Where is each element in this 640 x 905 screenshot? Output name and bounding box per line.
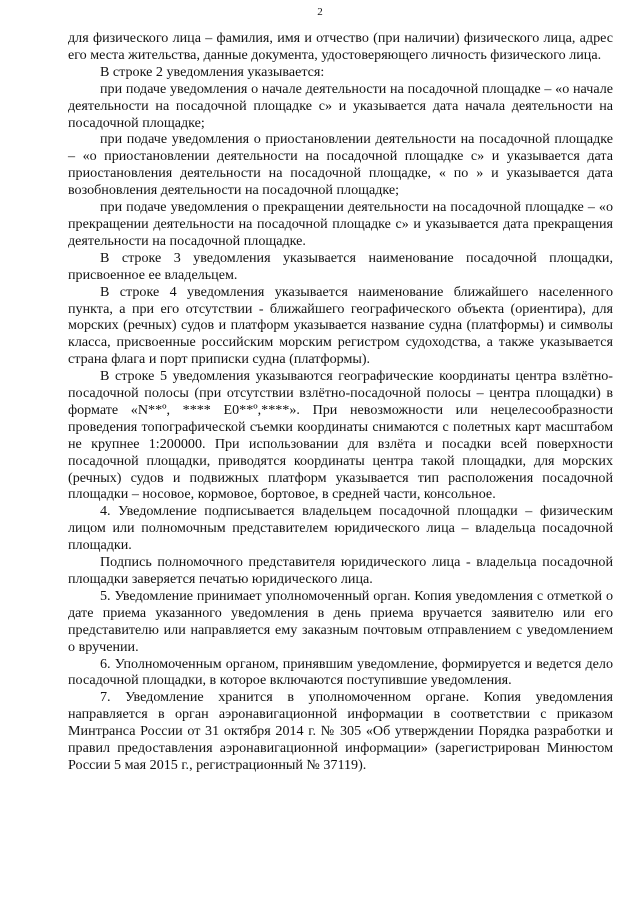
page-number: 2 <box>317 6 323 18</box>
paragraph-terminate-activity: при подаче уведомления о прекращении деятельности на посадочной площадке – «о прекращении деятельности на посадочной площадке с» и указывается дата прекращения деятельности на посадочной площадке. <box>68 199 613 249</box>
paragraph-item-5-acceptance: 5. Уведомление принимает уполномоченный орган. Копия уведомления с отметкой о дате приема указанного уведомления в день приема вручается заявителю или его представителю или направляется ему заказным почтовым отправлением с уведомлением о вручении. <box>68 587 613 655</box>
paragraph-start-activity: при подаче уведомления о начале деятельности на посадочной площадке – «о начале деятельности на посадочной площадке с» и указывается дата начала деятельности на посадочной площадке; <box>68 80 613 131</box>
paragraph-item-6-case-file: 6. Уполномоченным органом, принявшим уведомление, формируется и ведется дело посадочной площадки, в которое включаются поступившие уведомления. <box>68 655 613 689</box>
document-body <box>68 30 613 774</box>
paragraph-item-7-storage: 7. Уведомление хранится в уполномоченном органе. Копия уведомления направляется в орган аэронавигационной информации в соответствии с приказом Минтранса России от 31 октября 2014 г. № 305 «Об утверждении Порядка разработки и правил предоставления аэронавигационной информации» (зарегистрирован Минюстом России 5 мая 2015 г., регистрационный № 37119). <box>68 689 613 773</box>
paragraph-line3: В строке 3 уведомления указывается наименование посадочной площадки, присвоенное ее владельцем. <box>68 249 613 283</box>
paragraph-line5-coordinates: В строке 5 уведомления указываются географические координаты центра взлётно-посадочной полосы (при отсутствии взлётно-посадочной полосы – центра площадки) в формате «N**º, **** E0**º,****». При невозможности или нецелесообразности проведения топографической съемки координаты снимаются с полетных карт масштабом не крупнее 1:200000. При использовании для взлёта и посадки всей поверхности посадочной площадки, приводятся координаты центра такой площадки, для морских (речных) судов и подвижных платформ указывается тип расположения посадочной площадки – носовое, кормовое, бортовое, в средней части, консольное. <box>68 368 613 503</box>
paragraph-item-4-signature: 4. Уведомление подписывается владельцем посадочной площадки – физическим лицом или полномочным представителем юридического лица – владельца посадочной площадки. <box>68 503 613 554</box>
paragraph-seal: Подпись полномочного представителя юридического лица - владельца посадочной площадки заверяется печатью юридического лица. <box>68 554 613 587</box>
paragraph-suspend-activity: при подаче уведомления о приостановлении деятельности на посадочной площадке – «о приостановлении деятельности на посадочной площадке с» и указывается дата приостановления деятельности на посадочной площадке, « по » и указывается дата возобновления деятельности на посадочной площадке; <box>68 131 613 199</box>
paragraph-line4: В строке 4 уведомления указывается наименование ближайшего населенного пункта, а при его отсутствии - ближайшего географического объекта (ориентира), для морских (речных) судов и платформ указывается название судна (платформы) и символы класса, присвоенные российским морским регистром судоходства, а также указывается страна флага и порт приписки судна (платформы). <box>68 283 613 368</box>
paragraph-line2-intro: В строке 2 уведомления указывается: <box>100 63 325 80</box>
paragraph-individual-details: для физического лица – фамилия, имя и отчество (при наличии) физического лица, адрес его места жительства, данные документа, удостоверяющего личность физического лица. <box>68 30 613 63</box>
